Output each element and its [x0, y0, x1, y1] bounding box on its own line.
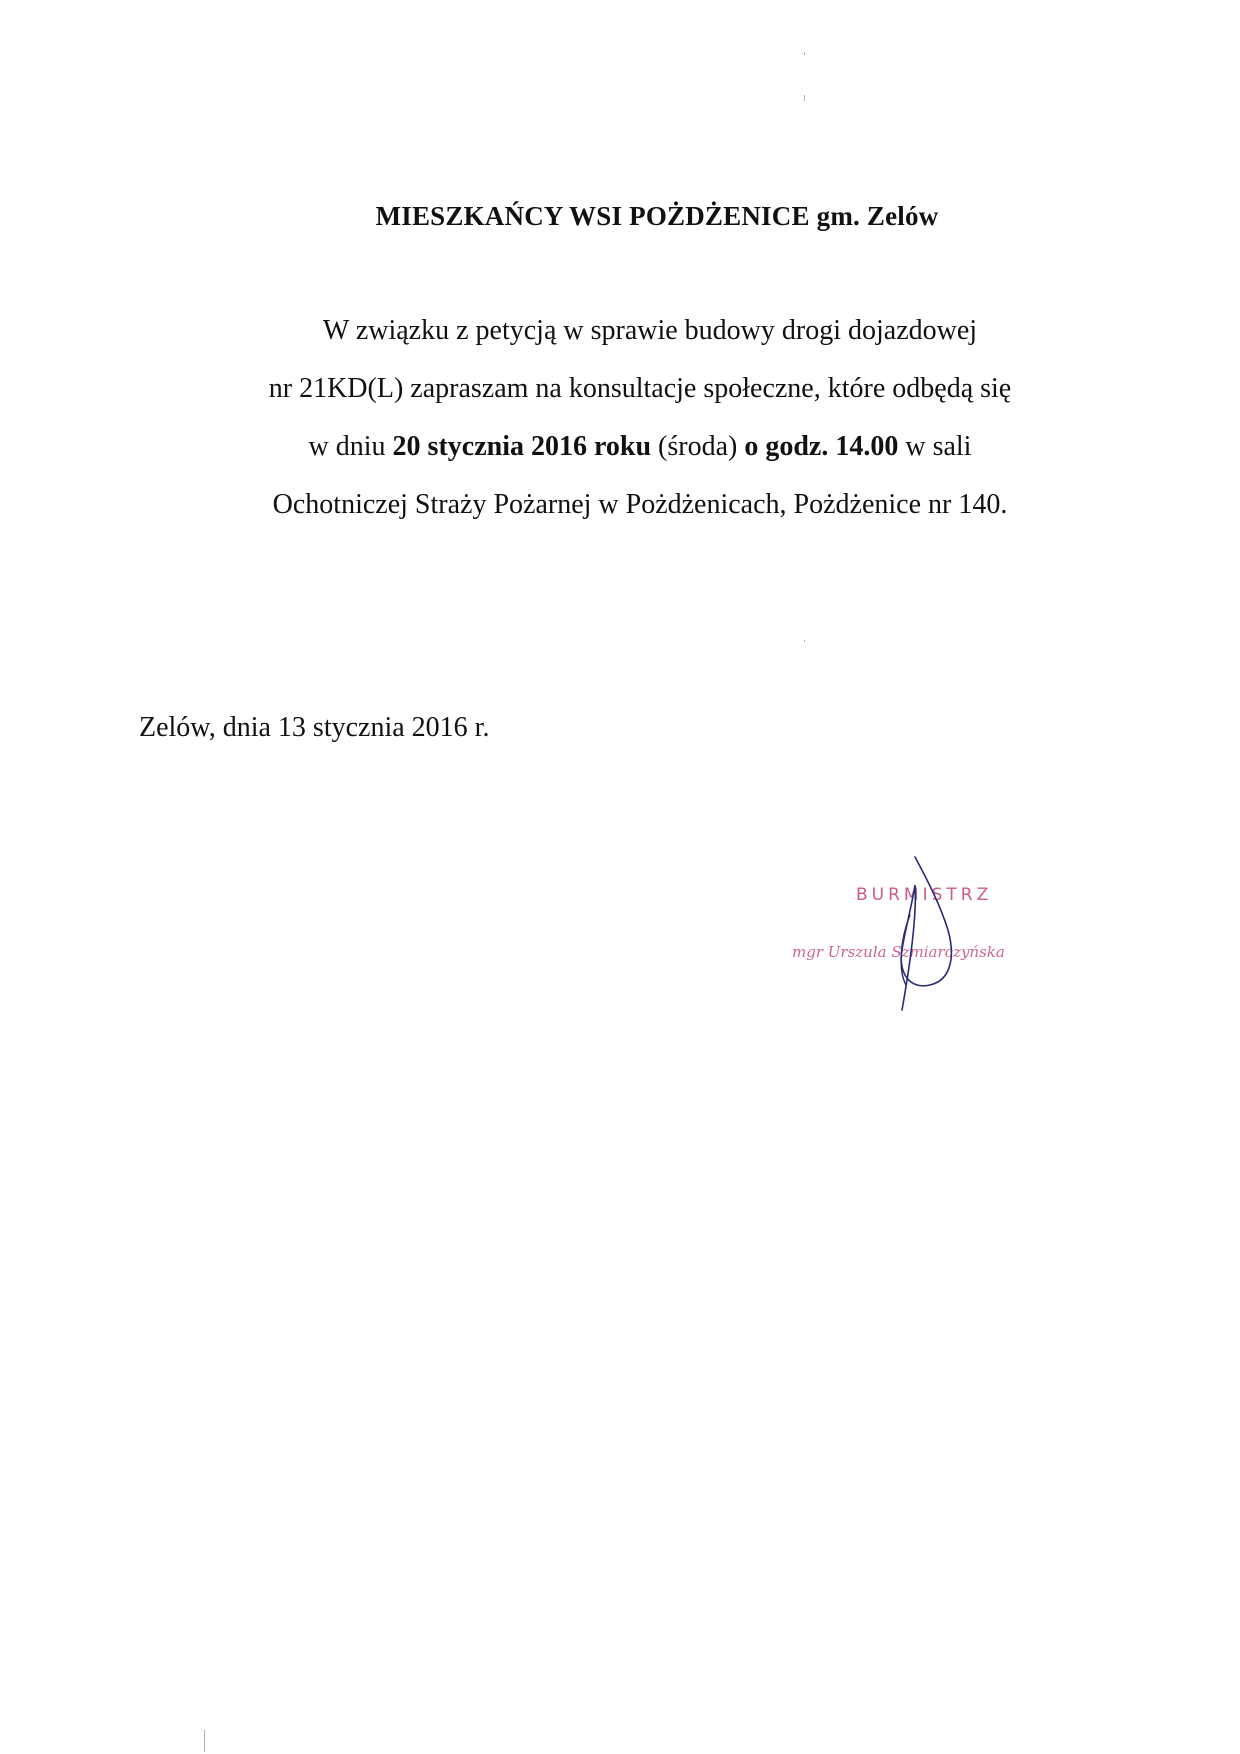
- paragraph-line-3: [0, 431, 1240, 463]
- place-and-date: Zelów, dnia 13 stycznia 2016 r.: [139, 712, 490, 743]
- heading-tail: gm. Zelów: [816, 201, 939, 231]
- scan-speck: [804, 52, 805, 55]
- heading-main: MIESZKAŃCY WSI POŻDŻENICE: [375, 201, 810, 231]
- meeting-day: (środa): [658, 431, 738, 462]
- handwritten-signature: [780, 845, 1080, 1025]
- paragraph-line-2: nr 21KD(L) zapraszam na konsultacje społeczne, które odbędą się: [268, 373, 1012, 404]
- paragraph-line-4: Ochotniczej Straży Pożarnej w Pożdżenicach, Pożdżenice nr 140.: [272, 489, 1008, 520]
- scan-speck: [204, 1730, 205, 1752]
- meeting-date: 20 stycznia 2016 roku: [392, 431, 652, 462]
- stamp-name: mgr Urszula Szmiarczyńska: [792, 943, 1005, 961]
- scan-speck: [804, 640, 805, 642]
- document-heading: [0, 201, 1240, 232]
- line3-pre: w dniu: [308, 431, 386, 462]
- paragraph-line-1: W związku z petycją w sprawie budowy drogi dojazdowej: [322, 315, 978, 346]
- scan-speck: [804, 95, 805, 101]
- stamp-title: BURMISTRZ: [856, 885, 993, 905]
- meeting-time: o godz. 14.00: [744, 431, 899, 462]
- mayor-stamp: [780, 845, 1080, 1025]
- line3-post: w sali: [905, 431, 972, 462]
